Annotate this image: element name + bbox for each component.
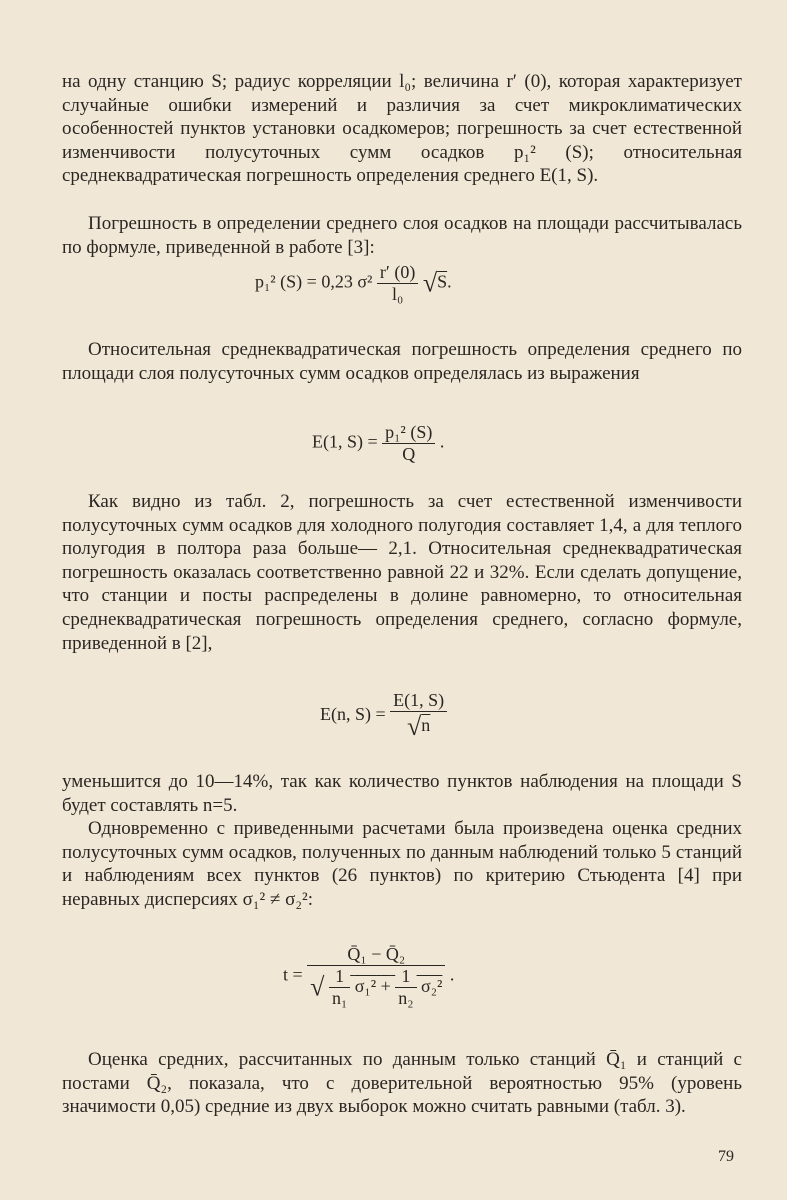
formula-4-fraction [307, 944, 445, 1009]
page-number: 79 [718, 1148, 734, 1165]
paragraph-student-test: Одновременно с приведенными расчетами была произведена оценка средних полусуточных сумм осадков, полученных по данным наблюдений только 5 станций и наблюдениям всех пунктов (26 пунктов) по критерию Стьюдента [4] при неравных дисперсиях σ₁² ≠ σ₂²: [62, 818, 742, 910]
formula-2-tail: . [439, 431, 445, 452]
formula-area-error [255, 262, 452, 305]
paragraph-variables: на одну станцию S; радиус корреляции l₀; величина r′ (0), которая характеризует случайные ошибки измерений и различия за счет микроклиматических особенностей пунктов установки осадкомеров; погрешность за счет естественной изменчивости полусуточных сумм осадков p₁² (S); относительная среднеквадратическая погрешность определения среднего E(1, S). [62, 71, 742, 187]
formula-3-lhs: E(n, S) = [320, 704, 386, 725]
term-1-numerator: 1 [329, 966, 350, 988]
formula-relative-error [312, 422, 444, 465]
formula-student-t [283, 944, 454, 1009]
formula-2-numerator: p₁² (S) [382, 422, 435, 444]
term-2-numerator: 1 [395, 966, 416, 988]
formula-1-lhs: p₁² (S) = 0,23 σ² [255, 271, 373, 292]
formula-3-radicand: n [421, 715, 431, 736]
formula-1-fraction [377, 262, 418, 305]
formula-n-stations [320, 690, 447, 742]
paragraph-table-results: Как видно из табл. 2, погрешность за счет естественной изменчивости полусуточных сумм осадков для холодного полугодия составляет 1,4, а для теплого полугодия в полтора раза больше— 2,1. Относительная среднеквадратическая погрешность оказалась соответственно равной 22 и 32%. Если сделать допущение, что станции и посты распределены в долине равномерно, то относительная среднеквадратическая погрешность определения среднего, согласно формуле, приведенной в [2], [62, 491, 742, 654]
formula-4-tail: . [449, 964, 455, 985]
paragraph-reduction: уменьшится до 10—14%, так как количество пунктов наблюдения на площади S будет составлять n=5. [62, 771, 742, 816]
sqrt-symbol: √ [407, 712, 422, 741]
paragraph-relative-error: Относительная среднеквадратическая погрешность определения среднего по площади слоя полусуточных сумм осадков определялась из выражения [62, 339, 742, 384]
formula-3-numerator: E(1, S) [390, 690, 447, 712]
formula-4-numerator: Q̄₁ − Q̄₂ [307, 944, 445, 966]
formula-1-numerator: r′ (0) [377, 262, 418, 284]
term-2-variance: σ₂² [421, 975, 443, 996]
formula-1-radicand: S [437, 271, 448, 292]
formula-3-fraction [390, 690, 447, 742]
term-2-denominator: n₂ [398, 988, 414, 1008]
formula-2-lhs: E(1, S) = [312, 431, 378, 452]
sqrt-symbol: √ [310, 972, 325, 1002]
sqrt-symbol: √ [422, 268, 438, 298]
term-1-denominator: n₁ [331, 988, 348, 1008]
plus-sign: + [380, 975, 391, 996]
formula-1-tail: . [447, 271, 452, 292]
paragraph-conclusion: Оценка средних, рассчитанных по данным только станций Q̄₁ и станций с постами Q̄₂, показала, что с доверительной вероятностью 95% (уровень значимости 0,05) средние из двух выборок можно считать равными (табл. 3). [62, 1049, 742, 1118]
formula-2-denominator: Q [402, 444, 416, 464]
formula-4-lhs: t = [283, 964, 303, 985]
formula-1-denominator: l₀ [391, 284, 404, 304]
paragraph-area-error: Погрешность в определении среднего слоя осадков на площади рассчитывалась по формуле, приведенной в работе [3]: [62, 213, 742, 258]
formula-2-fraction [382, 422, 435, 465]
term-1-variance: σ₁² [354, 975, 377, 996]
